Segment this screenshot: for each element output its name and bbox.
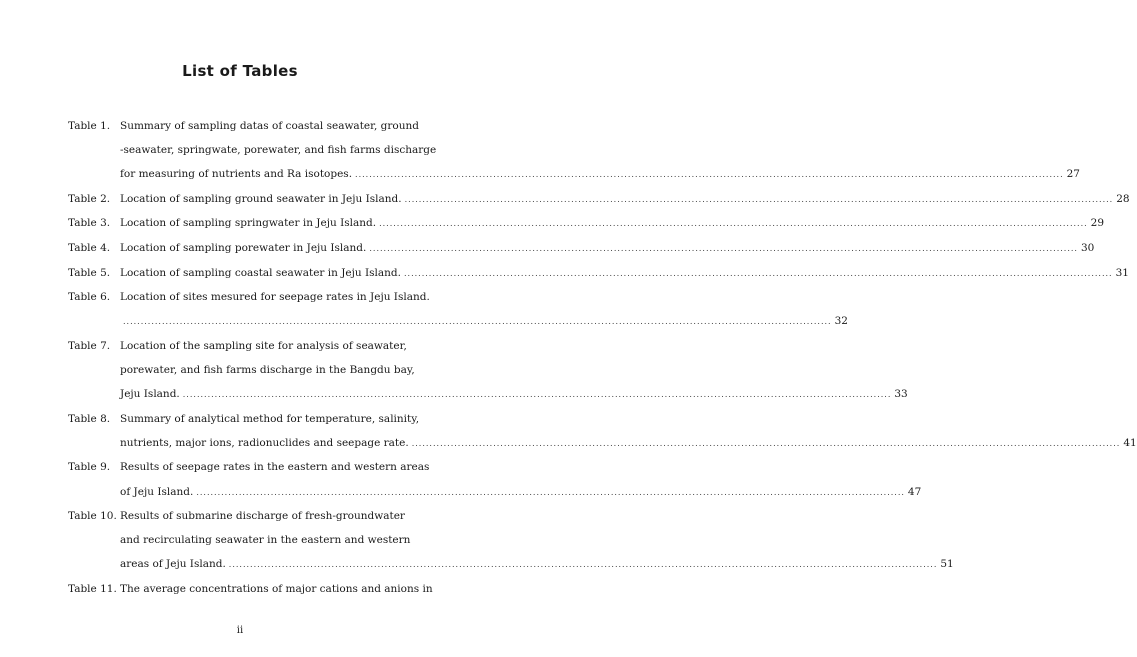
page-number: ii bbox=[236, 625, 244, 636]
toc-entry-row bbox=[68, 217, 1105, 241]
table-caption-line: for measuring of nutrients and Ra isotopes. bbox=[120, 168, 353, 181]
table-caption-line: Results of seepage rates in the eastern and western areas bbox=[120, 461, 430, 474]
page-ref: 51 bbox=[940, 558, 954, 571]
table-caption-line: Location of the sampling site for analysis of seawater, bbox=[120, 339, 407, 352]
dot-leader: ........................................................................................................................................................................................................ bbox=[369, 244, 1078, 253]
table-caption-line: Jeju Island. bbox=[120, 388, 180, 401]
page-ref: 29 bbox=[1090, 217, 1105, 230]
dot-leader: ........................................................................................................................................................................................................ bbox=[228, 560, 938, 570]
toc-entry-row bbox=[68, 388, 908, 412]
page-ref: 32 bbox=[834, 315, 848, 328]
page-ref: 28 bbox=[1116, 192, 1130, 205]
table-label: Table 10. bbox=[68, 510, 117, 523]
table-label: Table 9. bbox=[68, 461, 111, 474]
toc-entry-row bbox=[68, 485, 922, 510]
toc-entry-row bbox=[68, 558, 954, 582]
dot-leader: ........................................................................................................................................................................................................ bbox=[355, 170, 1064, 180]
table-label: Table 4. bbox=[68, 242, 111, 254]
table-caption-line: Summary of analytical method for temperature, salinity, bbox=[120, 412, 420, 425]
table-label: Table 2. bbox=[68, 192, 111, 205]
table-label: Table 5. bbox=[68, 266, 111, 279]
dot-leader: ........................................................................................................................................................................................................ bbox=[411, 438, 1121, 448]
toc-entry-row bbox=[68, 436, 1137, 461]
toc-entry-row bbox=[68, 364, 438, 388]
toc-entry-row bbox=[68, 315, 848, 339]
table-caption-line: Location of sites mesured for seepage rates in Jeju Island. bbox=[120, 291, 430, 304]
toc-entry-row bbox=[68, 168, 1080, 192]
page-ref: 33 bbox=[894, 388, 908, 401]
toc-entry-row bbox=[68, 291, 438, 315]
table-label: Table 6. bbox=[68, 291, 111, 304]
table-label: Table 11. bbox=[68, 582, 117, 595]
toc-entry-row bbox=[68, 266, 1129, 291]
toc-entry-row bbox=[68, 340, 438, 364]
toc-entry-row bbox=[68, 120, 438, 144]
table-caption-line: Results of submarine discharge of fresh-groundwater bbox=[120, 510, 405, 523]
table-caption-line: Location of sampling springwater in Jeju Island. bbox=[120, 217, 377, 230]
table-caption-line: of Jeju Island. bbox=[120, 485, 194, 498]
page-ref: 47 bbox=[907, 485, 922, 498]
table-caption-line: Location of sampling coastal seawater in Jeju Island. bbox=[120, 266, 401, 279]
table-caption-line: Summary of sampling datas of coastal seawater, ground bbox=[120, 120, 419, 132]
table-label: Table 8. bbox=[68, 412, 111, 425]
dot-leader: ........................................................................................................................................................................................................ bbox=[123, 317, 832, 327]
dot-leader: ........................................................................................................................................................................................................ bbox=[404, 194, 1114, 204]
table-caption-line: Location of sampling ground seawater in Jeju Island. bbox=[120, 192, 402, 205]
page-ref: 27 bbox=[1066, 168, 1080, 181]
toc-entry-row bbox=[68, 413, 438, 437]
page-title: List of Tables bbox=[182, 62, 298, 80]
table-caption-line: and recirculating seawater in the eastern and western bbox=[120, 534, 411, 547]
table-label: Table 3. bbox=[68, 217, 111, 230]
toc-entry-row bbox=[68, 510, 438, 534]
page-ref: 31 bbox=[1115, 266, 1129, 279]
dot-leader: ........................................................................................................................................................................................................ bbox=[196, 487, 905, 497]
dot-leader: ........................................................................................................................................................................................................ bbox=[182, 390, 892, 400]
table-caption-line: nutrients, major ions, radionuclides and seepage rate. bbox=[120, 436, 409, 449]
table-caption-line: -seawater, springwate, porewater, and fish farms discharge bbox=[120, 144, 437, 157]
table-caption-line: porewater, and fish farms discharge in the Bangdu bay, bbox=[120, 364, 415, 376]
toc-entry-row bbox=[68, 192, 1130, 217]
dot-leader: ........................................................................................................................................................................................................ bbox=[379, 219, 1088, 229]
table-caption-line: areas of Jeju Island. bbox=[120, 558, 226, 571]
page-ref: 30 bbox=[1080, 242, 1095, 254]
table-label: Table 7. bbox=[68, 339, 111, 352]
dot-leader: ........................................................................................................................................................................................................ bbox=[403, 268, 1113, 278]
table-label: Table 1. bbox=[68, 120, 111, 132]
toc-entry-row bbox=[68, 583, 438, 607]
table-caption-line: Location of sampling porewater in Jeju Island. bbox=[120, 242, 367, 254]
toc-entry-row bbox=[68, 534, 438, 558]
toc-entry-row bbox=[68, 461, 438, 485]
toc-entry-row bbox=[68, 242, 1095, 266]
toc-entry-row bbox=[68, 144, 438, 168]
table-caption-line: The average concentrations of major cations and anions in bbox=[120, 582, 433, 595]
page-ref: 41 bbox=[1123, 436, 1137, 449]
